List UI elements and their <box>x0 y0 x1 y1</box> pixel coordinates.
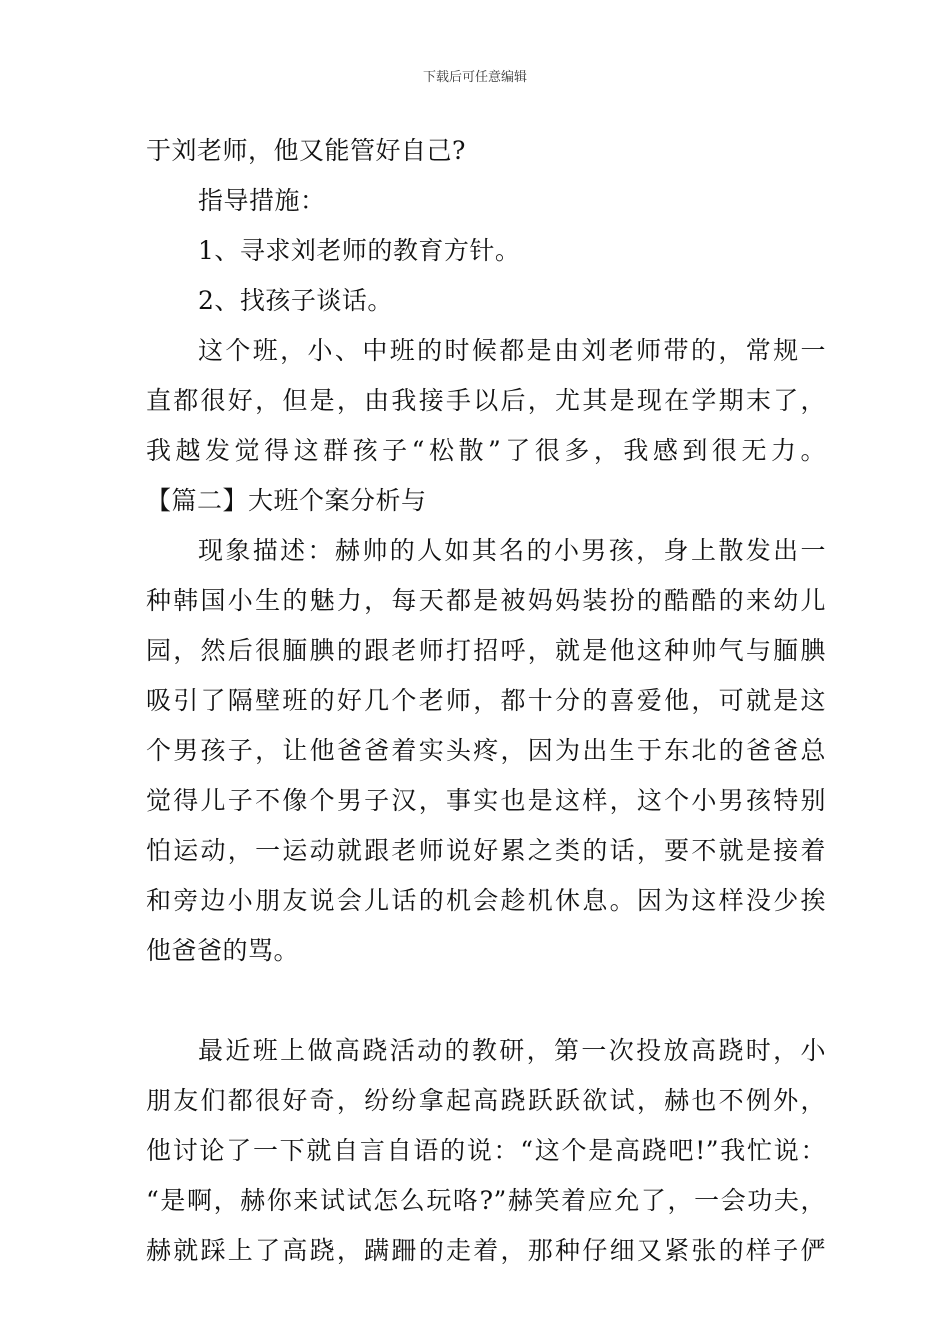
text-line: 园，然后很腼腆的跟老师打招呼，就是他这种帅气与腼腆 <box>146 636 826 665</box>
text-line: 他讨论了一下就自言自语的说：“这个是高跷吧!”我忙说： <box>146 1136 826 1165</box>
text-line: 他爸爸的骂。 <box>146 936 300 965</box>
text-line: 吸引了隔壁班的好几个老师，都十分的喜爱他，可就是这 <box>146 686 826 715</box>
text-line: 赫就踩上了高跷，蹒跚的走着，那种仔细又紧张的样子俨 <box>146 1236 826 1265</box>
text-line: 朋友们都很好奇，纷纷拿起高跷跃跃欲试，赫也不例外， <box>146 1086 826 1115</box>
document-body <box>146 126 826 1276</box>
list-item: 1、寻求刘老师的教育方针。 <box>198 236 521 265</box>
list-item: 2、找孩子谈话。 <box>198 286 393 315</box>
text-line: 怕运动，一运动就跟老师说好累之类的话，要不就是接着 <box>146 836 826 865</box>
subheading-guidance: 指导措施： <box>198 186 326 215</box>
text-line: 现象描述：赫帅的人如其名的小男孩，身上散发出一 <box>198 536 826 565</box>
text-line: 种韩国小生的魅力，每天都是被妈妈装扮的酷酷的来幼儿 <box>146 586 826 615</box>
text-line: “是啊，赫你来试试怎么玩咯?”赫笑着应允了，一会功夫， <box>146 1186 826 1215</box>
text-line: 这个班，小、中班的时候都是由刘老师带的，常规一 <box>198 336 826 365</box>
paragraph-gap <box>146 976 826 1026</box>
text-line: 直都很好，但是，由我接手以后，尤其是现在学期末了， <box>146 386 826 415</box>
text-line: 觉得儿子不像个男子汉，事实也是这样，这个小男孩特别 <box>146 786 826 815</box>
text-line: 于刘老师，他又能管好自己? <box>146 136 466 165</box>
text-line: 最近班上做高跷活动的教研，第一次投放高跷时，小 <box>198 1036 826 1065</box>
text-line: 和旁边小朋友说会儿话的机会趁机休息。因为这样没少挨 <box>146 886 826 915</box>
section-heading: 【篇二】大班个案分析与 <box>146 486 427 515</box>
text-line: 个男孩子，让他爸爸着实头疼，因为出生于东北的爸爸总 <box>146 736 826 765</box>
page-header: 下载后可任意编辑 <box>422 70 527 85</box>
text-line: 我越发觉得这群孩子“松散”了很多，我感到很无力。 <box>146 436 826 465</box>
